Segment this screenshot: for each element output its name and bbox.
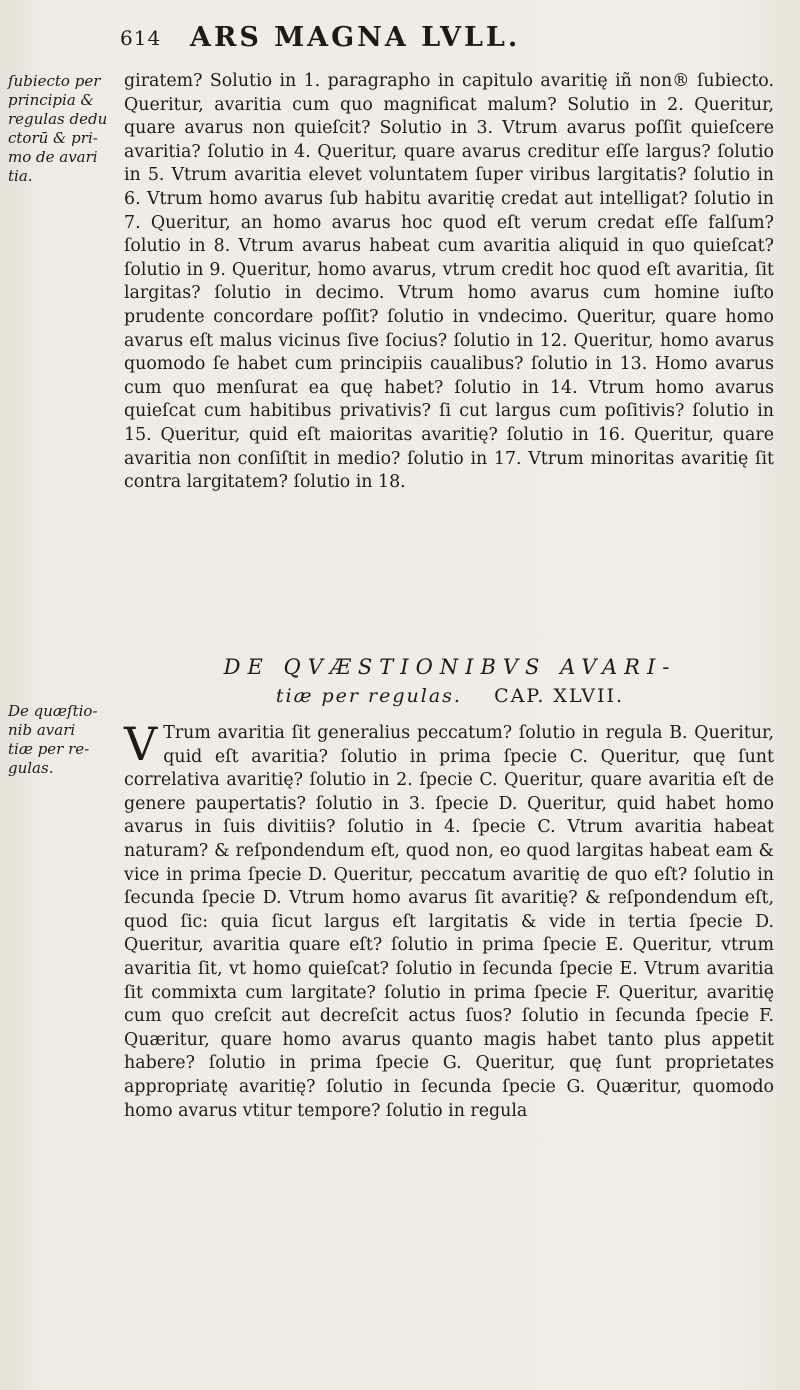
margin-note-line: De quæſtio- <box>8 702 98 720</box>
margin-note-middle <box>8 702 116 778</box>
margin-note-line: tiæ per re- <box>8 740 90 758</box>
paragraph-top: giratem? Solutio in 1. paragrapho in capitulo avaritię iñ non® ſubiecto. Queritur, avaritia cum quo magnificat malum? Solutio in 2. Queritur, quare avarus non quieſcit? Solutio in 3. Vtrum avarus poſſit quieſcere avaritia? ſolutio in 4. Queritur, quare avarus creditur eſſe largus? ſolutio in 5. Vtrum avaritia elevet voluntatem ſuper viribus largitatis? ſolutio in 6. Vtrum homo avarus ſub habitu avaritię credat aut intelligat? ſolutio in 7. Queritur, an homo avarus hoc quod eſt verum credat eſſe falſum? ſolutio in 8. Vtrum avarus habeat cum avaritia aliquid in quo quieſcat? ſolutio in 9. Queritur, homo avarus, vtrum credit hoc quod eſt avaritia, ſit largitas? ſolutio in decimo. Vtrum homo avarus cum homine iuſto prudente concordare poſſit? ſolutio in vndecimo. Queritur, quare homo avarus eſt malus vicinus ſive ſocius? ſolutio in 12. Queritur, homo avarus quomodo ſe habet cum principiis caualibus? ſolutio in 13. Homo avarus cum quo menſurat ea quę habet? ſolutio in 14. Vtrum homo avarus quieſcat cum habitibus privativis? ſi cut largus cum poſitivis? ſolutio in 15. Queritur, quid eſt maioritas avaritię? ſolutio in 16. Queritur, quare avaritia non conſiſtit in medio? ſolutio in 17. Vtrum minoritas avaritię ſit contra largitatem? ſolutio in 18. <box>124 71 774 493</box>
margin-note-line: gulas. <box>8 759 54 777</box>
margin-note-line: ſubiecto per <box>8 72 101 90</box>
margin-note-line: nib avari <box>8 721 76 739</box>
chapter-heading-line1: DE QVÆSTIONIBVS AVARI- <box>223 655 677 679</box>
running-title: ARS MAGNA LVLL. <box>190 22 521 53</box>
margin-note-line: tia. <box>8 167 33 185</box>
margin-note-line: ctorū & pri- <box>8 129 98 147</box>
chapter-heading <box>130 655 770 707</box>
margin-note-line: principia & <box>8 91 94 109</box>
margin-note-top <box>8 72 116 186</box>
chapter-number: CAP. XLVII. <box>494 685 625 707</box>
margin-note-line: regulas dedu <box>8 110 108 128</box>
paragraph-bottom-text: Trum avaritia ſit generalius peccatum? ſolutio in regula B. Queritur, quid eſt avaritia? ſolutio in prima ſpecie C. Queritur, quę ſunt correlativa avaritię? ſolutio in 2. ſpecie C. Queritur, quare avaritia eſt de genere paupertatis? ſolutio in 3. ſpecie D. Queritur, quid habet homo avarus in ſuis divitiis? ſolutio in 4. ſpecie C. Vtrum avaritia habeat naturam? & reſpondendum eſt, quod non, eo quod largitas habeat eam & vice in prima ſpecie D. Queritur, peccatum avaritię de quo eſt? ſolutio in ſecunda ſpecie D. Vtrum homo avarus ſit avaritię? & reſpondendum eſt, quod ſic: quia ſicut largus eſt largitatis & vide in tertia ſpecie D. Queritur, avaritia quare eſt? ſolutio in prima ſpecie E. Queritur, vtrum avaritia ſit, vt homo quieſcat? ſolutio in ſecunda ſpecie E. Vtrum avaritia ſit commixta cum largitate? ſolutio in prima ſpecie F. Queritur, avaritię cum quo creſcit aut decreſcit actus ſuos? ſolutio in ſecunda ſpecie F. Quæritur, quare homo avarus quanto magis habet tanto plus appetit habere? ſolutio in prima ſpecie G. Queritur, quę ſunt proprietates appropriatę avaritię? ſolutio in ſecunda ſpecie G. Quæritur, quomodo homo avarus vtitur tempore? ſolutio in regula <box>124 723 774 1121</box>
page-number: 614 <box>120 26 162 50</box>
paragraph-bottom <box>124 717 774 1123</box>
chapter-heading-italic: tiæ per regulas. <box>275 685 462 707</box>
drop-cap: V <box>124 717 158 771</box>
chapter-heading-line2 <box>130 685 770 707</box>
margin-note-line: mo de avari <box>8 148 98 166</box>
running-head <box>120 22 740 56</box>
